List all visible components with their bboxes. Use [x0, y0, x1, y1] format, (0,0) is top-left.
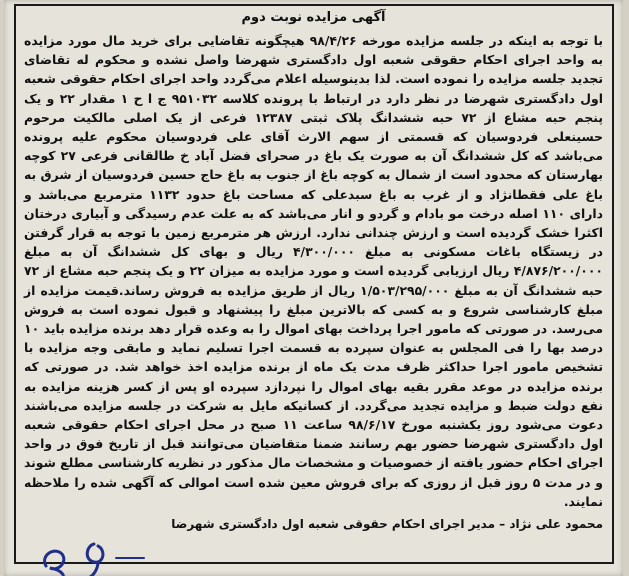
notice-content — [24, 6, 603, 568]
notice-signature: محمود علی نژاد – مدیر اجرای احکام حقوقی شعبه اول دادگستری شهرضا — [171, 517, 603, 532]
notice-title: آگهی مزایده نوبت دوم — [241, 10, 386, 25]
newspaper-clipping — [4, 0, 623, 576]
handwritten-number-mark — [32, 536, 152, 576]
notice-body: با توجه به اینکه در جلسه مزایده مورخه ۹۸/۴/۲۶ هیچگونه تقاضایی برای خرید مال مورد مزایده به واحد اجرای احکام حقوقی شعبه اول دادگستری شهرضا واصل نشده و محکوم له تقاضای تجدید جلسه مزایده را نموده است. لذا بدینوسیله اعلام می‌گردد واحد اجرای احکام حقوقی شعبه اول دادگستری شهرضا در نظر دارد در ارتباط با پرونده کلاسه ۹۵۱۰۳۲ ج ا ح ۱ مقدار ۲۲ و یک پنجم حبه مشاع از ۷۲ حبه ششدانگ پلاک ثبتی ۱۲۳۸۷ فرعی از یک اصلی مالکیت مرحوم حسینعلی فردوسیان که قسمتی از سهم الارث آقای علی فردوسیان محکوم علیه پرونده می‌باشد که کل ششدانگ آن به صورت یک باغ در صحرای فضل آباد خ طالقانی فرعی ۲۷ کوچه بهارستان که محدود است از شمال به کوچه باغ از جنوب به باغ حاج حسین فردوسیان از شرق به باغ علی فقطانژاد و از غرب به باغ سبدعلی که مساحت باغ حدود ۱۱۳۲ مترمربع می‌باشد و دارای ۱۱۰ اصله درخت مو بادام و گردو و انار می‌باشد که به علت عدم رسیدگی و آبیاری درختان اکثرا خشک گردیده است و ارزش چندانی ندارد. ارزش هر مترمربع زمین با توجه به قرار گرفتن در زیستگاه باغات مسکونی به مبلغ ۴/۳۰۰/۰۰۰ ریال و بهای کل ششدانگ آن به مبلغ ۴/۸۷۶/۲۰۰/۰۰۰ ریال ارزیابی گردیده است و مورد مزایده به میزان ۲۲ و یک پنجم حبه مشاع از ۷۲ حبه ششدانگ آن به مبلغ ۱/۵۰۳/۲۹۵/۰۰۰ ریال از طریق مزایده به فروش رساند.قیمت مزایده از مبلغ کارشناسی شروع و به کسی که بالاترین مبلغ را پیشنهاد و قبول نموده است به فروش می‌رسد. در صورتی که مامور اجرا پرداخت بهای اموال را به وعده قرار دهد برنده مزایده باید ۱۰ درصد بها را فی المجلس به عنوان سپرده به قسمت اجرا تسلیم نماید و مابقی وجه مزایده با تشخیص مامور اجرا حداکثر ظرف مدت یک ماه از برنده مزایده اخذ خواهد شد. در صورتی که برنده مزایده در موعد مقرر بقیه بهای اموال را نپردازد سپرده او پس از کسر هزینه مزایده به نفع دولت ضبط و مزایده تجدید می‌گردد. از کسانیکه مایل به شرکت در جلسه مزایده می‌باشند دعوت می‌شود روز یکشنبه مورخ ۹۸/۶/۱۷ ساعت ۱۱ صبح در محل اجرای احکام حقوقی شعبه اول دادگستری شهرضا حضور بهم رسانند ضمنا متقاضیان می‌توانند قبل از تاریخ فوق در واحد اجرای احکام حضور یافته از خصوصیات و مشخصات مال مذکور در نظریه کارشناسی مطلع شوند و در مدت ۵ روز قبل از روزی که برای فروش معین شده است اموالی که آگهی شده را ملاحظه نمایند. — [24, 33, 604, 509]
